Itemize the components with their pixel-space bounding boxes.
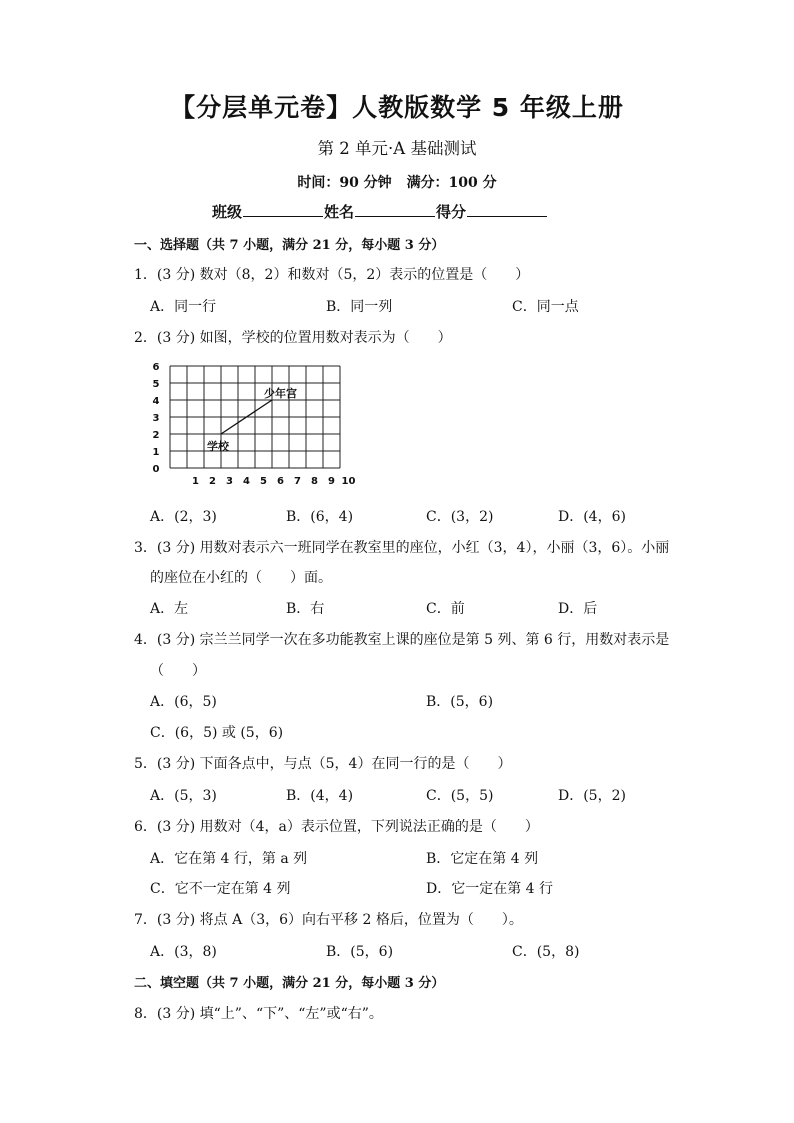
q5-option-b: B．(4，4)	[286, 788, 354, 804]
y-tick-label: 4	[152, 396, 160, 407]
x-tick-label: 10	[341, 476, 356, 487]
question-8: 8．(3 分) 填“上”、“下”、“左”或“右”。	[134, 1006, 383, 1022]
q4-option-a: A．(6，5)	[150, 694, 217, 710]
q1-option-b: B．同一列	[326, 299, 393, 315]
q7-option-c: C．(5，8)	[512, 944, 580, 960]
x-tick-label: 2	[209, 476, 216, 487]
q6-option-d: D．它一定在第 4 行	[426, 881, 554, 897]
x-tick-label: 8	[311, 476, 318, 487]
q1-option-a: A．同一行	[150, 299, 217, 315]
question-4-line-1: 4．(3 分) 宗兰兰同学一次在多功能教室上课的座位是第 5 列、第 6 行，用数对表示是	[134, 632, 670, 648]
time-limit: 时间：90 分钟	[297, 175, 392, 191]
y-tick-label: 1	[152, 447, 160, 458]
q6-option-b: B．它定在第 4 列	[426, 851, 539, 867]
question-7: 7．(3 分) 将点 A（3，6）向右平移 2 格后，位置为（ ）。	[134, 912, 523, 928]
section-2-title: 二、填空题（共 7 小题，满分 21 分，每小题 3 分）	[134, 976, 445, 991]
youth-palace-label: 少年宫	[264, 387, 297, 400]
q3-option-c: C．前	[426, 601, 465, 617]
section-1-title: 一、选择题（共 7 小题，满分 21 分，每小题 3 分）	[134, 238, 445, 253]
grade-blank	[467, 202, 547, 217]
grade-label: 得分	[436, 203, 467, 221]
question-5: 5．(3 分) 下面各点中，与点（5，4）在同一行的是（ ）	[134, 756, 512, 772]
q4-option-b: B．(5，6)	[426, 694, 494, 710]
page-subtitle: 第 2 单元·A 基础测试	[317, 139, 477, 158]
x-tick-label: 7	[294, 476, 301, 487]
q5-option-d: D．(5，2)	[558, 788, 626, 804]
question-3-line-2: 的座位在小红的（ ）面。	[150, 570, 332, 586]
x-tick-label: 9	[328, 476, 335, 487]
x-tick-label: 5	[260, 476, 267, 487]
class-label: 班级	[212, 203, 243, 221]
q3-option-b: B．右	[286, 601, 325, 617]
name-label: 姓名	[324, 203, 355, 221]
q2-option-b: B．(6，4)	[286, 509, 354, 525]
q6-option-c: C．它不一定在第 4 列	[150, 881, 291, 897]
coordinate-grid-figure	[150, 356, 360, 492]
question-3-line-1: 3．(3 分) 用数对表示六一班同学在教室里的座位，小红（3，4），小丽（3，6）。小丽	[134, 540, 670, 556]
x-tick-label: 6	[277, 476, 284, 487]
q1-option-c: C．同一点	[512, 299, 579, 315]
q6-option-a: A．它在第 4 行，第 a 列	[150, 851, 308, 867]
q3-option-a: A．左	[150, 601, 189, 617]
x-tick-label: 1	[192, 476, 199, 487]
q2-option-d: D．(4，6)	[558, 509, 626, 525]
coordinate-grid	[150, 356, 360, 492]
q2-option-c: C．(3，2)	[426, 509, 494, 525]
q5-option-a: A．(5，3)	[150, 788, 217, 804]
student-info-row	[212, 201, 548, 222]
x-tick-label: 4	[243, 476, 250, 487]
class-blank	[243, 202, 323, 217]
q7-option-b: B．(5，6)	[326, 944, 394, 960]
full-score: 满分：100 分	[406, 175, 497, 191]
question-2: 2．(3 分) 如图，学校的位置用数对表示为（ ）	[134, 330, 452, 346]
page-title: 【分层单元卷】人教版数学 5 年级上册	[170, 93, 624, 122]
x-tick-label: 3	[226, 476, 233, 487]
name-blank	[355, 202, 435, 217]
q5-option-c: C．(5，5)	[426, 788, 494, 804]
y-tick-label: 6	[152, 362, 160, 373]
question-6: 6．(3 分) 用数对（4，a）表示位置，下列说法正确的是（ ）	[134, 819, 539, 835]
q3-option-d: D．后	[558, 601, 598, 617]
y-tick-label: 0	[152, 464, 160, 475]
question-1: 1．(3 分) 数对（8，2）和数对（5，2）表示的位置是（ ）	[134, 267, 530, 283]
q7-option-a: A．(3，8)	[150, 944, 217, 960]
exam-info	[0, 172, 794, 192]
y-tick-label: 2	[152, 430, 160, 441]
y-tick-label: 5	[152, 379, 160, 390]
q2-option-a: A．(2，3)	[150, 509, 217, 525]
question-4-line-2: （ ）	[150, 663, 206, 679]
school-label: 学校	[207, 440, 229, 453]
y-tick-label: 3	[152, 413, 160, 424]
q4-option-c: C．(6，5) 或 (5，6)	[150, 725, 284, 741]
